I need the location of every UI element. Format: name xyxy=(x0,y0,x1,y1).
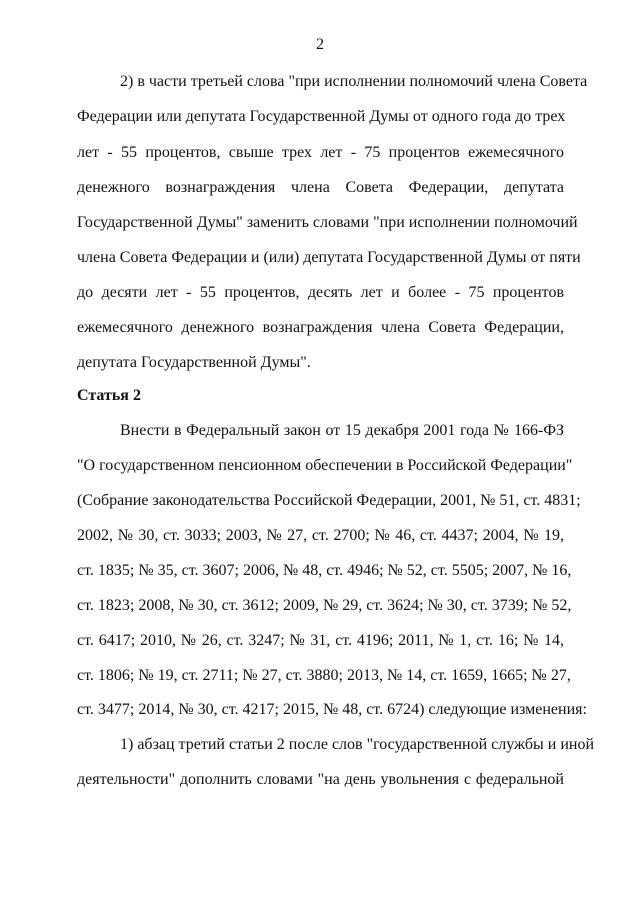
text-line: ст. 1806; № 19, ст. 2711; № 27, ст. 3880; 2013, № 14, ст. 1659, 1665; № 27, xyxy=(77,667,571,684)
text-line: Федерации или депутата Государственной Думы от одного года до трех xyxy=(77,108,566,125)
text-line: (Собрание законодательства Российской Федерации, 2001, № 51, ст. 4831; xyxy=(77,492,581,509)
text-line: денежного вознаграждения члена Совета Федерации, депутата xyxy=(77,179,564,196)
text-line: ст. 6417; 2010, № 26, ст. 3247; № 31, ст. 4196; 2011, № 1, ст. 16; № 14, xyxy=(77,632,564,649)
text-line: 2002, № 30, ст. 3033; 2003, № 27, ст. 2700; № 46, ст. 4437; 2004, № 19, xyxy=(77,527,564,544)
text-line: Государственной Думы" заменить словами "при исполнении полномочий xyxy=(77,214,578,231)
page-number: 2 xyxy=(316,36,324,53)
text-line: 2) в части третьей слова "при исполнении полномочий члена Совета xyxy=(120,73,588,90)
article-heading: Статья 2 xyxy=(77,387,141,404)
text-line: ежемесячного денежного вознаграждения члена Совета Федерации, xyxy=(77,319,564,336)
text-line: депутата Государственной Думы". xyxy=(77,354,311,371)
text-line: ст. 3477; 2014, № 30, ст. 4217; 2015, № 48, ст. 6724) следующие изменения: xyxy=(77,701,587,718)
text-line: 1) абзац третий статьи 2 после слов "государственной службы и иной xyxy=(120,736,594,753)
text-line: до десяти лет - 55 процентов, десять лет и более - 75 процентов xyxy=(77,284,564,301)
text-line: ст. 1835; № 35, ст. 3607; 2006, № 48, ст. 4946; № 52, ст. 5505; 2007, № 16, xyxy=(77,562,572,579)
text-line: деятельности" дополнить словами "на день увольнения с федеральной xyxy=(77,771,564,788)
text-line: лет - 55 процентов, свыше трех лет - 75 процентов ежемесячного xyxy=(77,144,564,161)
text-line: ст. 1823; 2008, № 30, ст. 3612; 2009, № 29, ст. 3624; № 30, ст. 3739; № 52, xyxy=(77,597,572,614)
text-line: члена Совета Федерации и (или) депутата Государственной Думы от пяти xyxy=(77,249,581,266)
text-line: "О государственном пенсионном обеспечении в Российской Федерации" xyxy=(77,457,573,474)
text-line: Внести в Федеральный закон от 15 декабря 2001 года № 166-ФЗ xyxy=(120,422,564,439)
